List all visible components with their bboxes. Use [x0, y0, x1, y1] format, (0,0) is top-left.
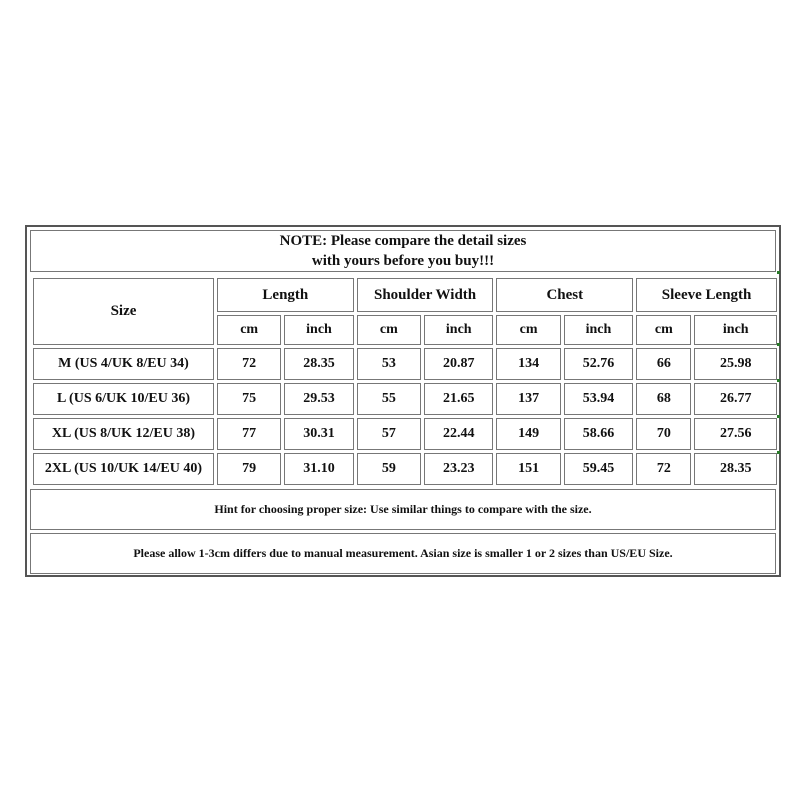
table-cell: 72 — [217, 348, 281, 380]
table-cell: 23.23 — [424, 453, 493, 485]
group-header-chest: Chest — [496, 278, 633, 312]
row-marker — [777, 451, 780, 454]
unit-header: inch — [424, 315, 493, 345]
table-row — [33, 418, 777, 450]
table-cell: 26.77 — [694, 383, 777, 415]
table-cell: 137 — [496, 383, 560, 415]
table-cell: 151 — [496, 453, 560, 485]
table-cell: 77 — [217, 418, 281, 450]
size-label: XL (US 8/UK 12/EU 38) — [33, 418, 214, 450]
table-cell: 70 — [636, 418, 691, 450]
table-cell: 55 — [357, 383, 421, 415]
table-cell: 22.44 — [424, 418, 493, 450]
note-line-1: NOTE: Please compare the detail sizes — [279, 233, 527, 249]
size-label: L (US 6/UK 10/EU 36) — [33, 383, 214, 415]
table-cell: 20.87 — [424, 348, 493, 380]
note-line-2: with yours before you buy!!! — [311, 253, 495, 269]
hint-text: Hint for choosing proper size: Use similar things to compare with the size. — [214, 502, 592, 516]
table-cell: 75 — [217, 383, 281, 415]
table-cell: 52.76 — [564, 348, 633, 380]
table-cell: 28.35 — [284, 348, 353, 380]
unit-header: inch — [694, 315, 777, 345]
table-cell: 53.94 — [564, 383, 633, 415]
table-cell: 59.45 — [564, 453, 633, 485]
hint-note — [30, 489, 776, 530]
row-marker — [777, 271, 780, 274]
note-banner — [30, 230, 776, 272]
row-marker — [777, 379, 780, 382]
table-cell: 21.65 — [424, 383, 493, 415]
unit-header: cm — [496, 315, 560, 345]
table-cell: 72 — [636, 453, 691, 485]
table-cell: 27.56 — [694, 418, 777, 450]
size-label: M (US 4/UK 8/EU 34) — [33, 348, 214, 380]
table-row — [33, 348, 777, 380]
table-row — [33, 383, 777, 415]
table-cell: 68 — [636, 383, 691, 415]
unit-header: cm — [636, 315, 691, 345]
size-table — [30, 275, 780, 488]
group-header-length: Length — [217, 278, 354, 312]
unit-header: inch — [564, 315, 633, 345]
row-marker — [777, 415, 780, 418]
size-header: Size — [33, 278, 214, 345]
group-header-sleeve-length: Sleeve Length — [636, 278, 777, 312]
table-cell: 134 — [496, 348, 560, 380]
table-cell: 53 — [357, 348, 421, 380]
row-marker — [777, 343, 780, 346]
table-cell: 149 — [496, 418, 560, 450]
unit-header: inch — [284, 315, 353, 345]
size-label: 2XL (US 10/UK 14/EU 40) — [33, 453, 214, 485]
unit-header: cm — [217, 315, 281, 345]
unit-header: cm — [357, 315, 421, 345]
table-row — [33, 453, 777, 485]
table-cell: 66 — [636, 348, 691, 380]
table-cell: 59 — [357, 453, 421, 485]
table-cell: 30.31 — [284, 418, 353, 450]
table-cell: 57 — [357, 418, 421, 450]
size-chart — [25, 225, 781, 577]
table-cell: 58.66 — [564, 418, 633, 450]
table-cell: 29.53 — [284, 383, 353, 415]
table-cell: 79 — [217, 453, 281, 485]
allowance-text: Please allow 1-3cm differs due to manual measurement. Asian size is smaller 1 or 2 sizes than US/EU Size. — [133, 546, 673, 560]
table-cell: 28.35 — [694, 453, 777, 485]
group-header-shoulder-width: Shoulder Width — [357, 278, 494, 312]
table-cell: 31.10 — [284, 453, 353, 485]
allowance-note — [30, 533, 776, 574]
table-cell: 25.98 — [694, 348, 777, 380]
